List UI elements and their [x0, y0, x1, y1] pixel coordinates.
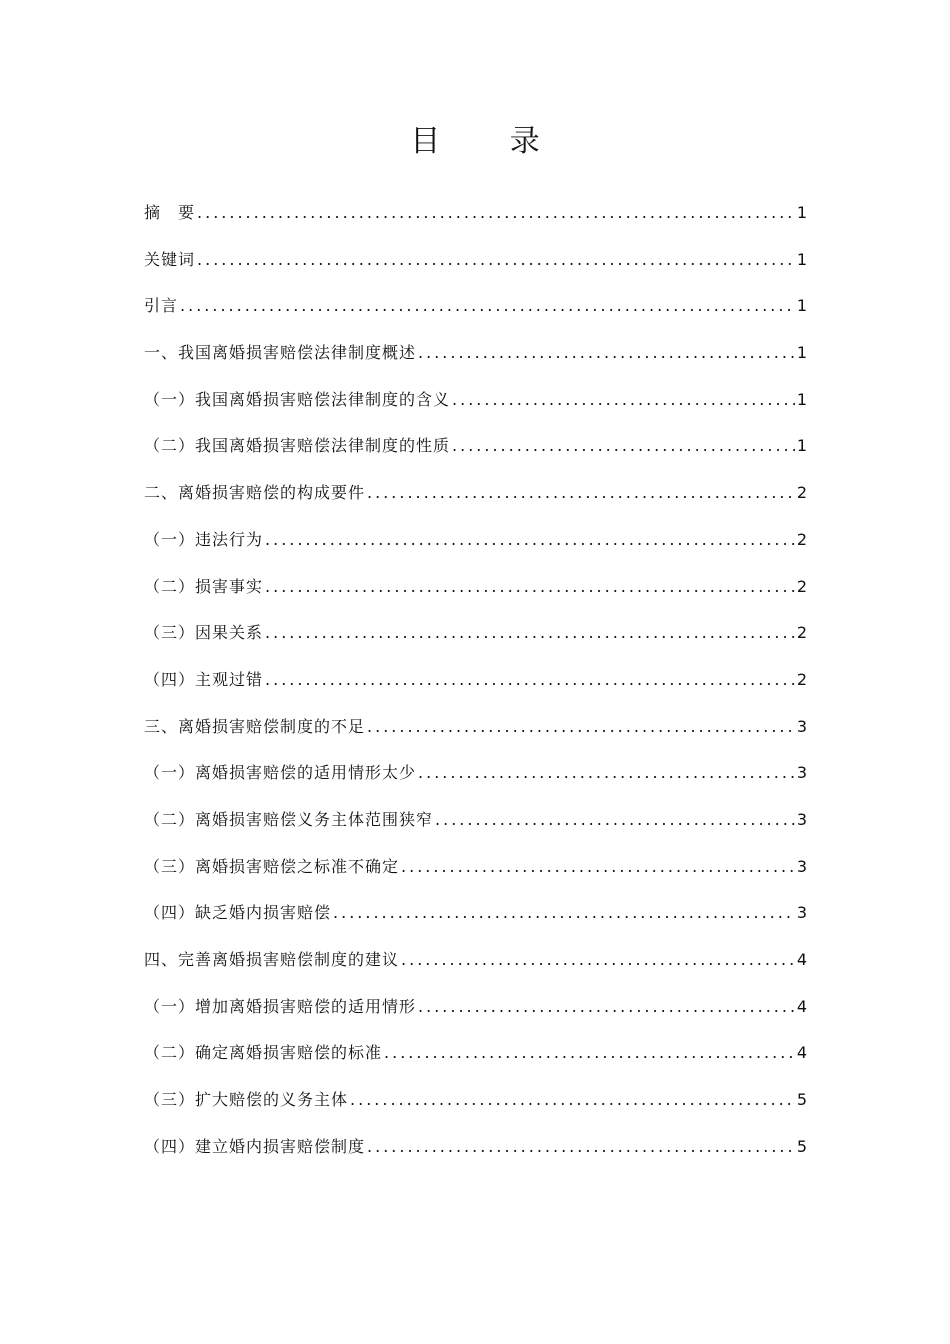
toc-entry-section-3[interactable]	[144, 709, 808, 756]
toc-page-number: 3	[796, 716, 808, 736]
toc-dot-leader	[435, 802, 795, 838]
toc-entry-section-4-2[interactable]	[144, 1035, 808, 1082]
toc-dot-leader	[197, 195, 795, 231]
toc-entry-label: （三）扩大赔偿的义务主体	[144, 1090, 349, 1110]
toc-dot-leader	[333, 895, 795, 931]
toc-entry-section-2-2[interactable]	[144, 569, 808, 616]
toc-page-number: 1	[796, 343, 808, 363]
toc-entry-section-2-3[interactable]	[144, 615, 808, 662]
toc-entry-section-4[interactable]	[144, 942, 808, 989]
toc-page-number: 3	[796, 763, 808, 783]
toc-entry-section-4-4[interactable]	[144, 1129, 808, 1176]
toc-entry-label: （二）我国离婚损害赔偿法律制度的性质	[144, 436, 451, 456]
table-of-contents	[144, 195, 808, 1175]
toc-entry-label: （三）离婚损害赔偿之标准不确定	[144, 856, 400, 876]
toc-dot-leader	[197, 242, 795, 278]
toc-entry-section-3-3[interactable]	[144, 849, 808, 896]
toc-page-number: 2	[796, 623, 808, 643]
toc-entry-section-3-4[interactable]	[144, 895, 808, 942]
toc-dot-leader	[180, 288, 795, 324]
toc-page-number: 4	[796, 996, 808, 1016]
toc-page-number: 1	[796, 436, 808, 456]
toc-entry-label: （四）建立婚内损害赔偿制度	[144, 1136, 366, 1156]
toc-dot-leader	[367, 475, 795, 511]
toc-dot-leader	[265, 662, 795, 698]
toc-dot-leader	[367, 709, 795, 745]
toc-dot-leader	[367, 1129, 795, 1165]
toc-dot-leader	[401, 849, 795, 885]
toc-entry-section-2-4[interactable]	[144, 662, 808, 709]
toc-page-number: 2	[796, 483, 808, 503]
toc-dot-leader	[452, 382, 795, 418]
toc-entry-label: 二、离婚损害赔偿的构成要件	[144, 483, 366, 503]
toc-entry-section-4-1[interactable]	[144, 989, 808, 1036]
toc-page-number: 5	[796, 1136, 808, 1156]
toc-entry-section-1-1[interactable]	[144, 382, 808, 429]
toc-page-number: 1	[796, 389, 808, 409]
toc-page-number: 2	[796, 529, 808, 549]
toc-page-number: 3	[796, 809, 808, 829]
toc-entry-abstract[interactable]	[144, 195, 808, 242]
toc-page-number: 4	[796, 1043, 808, 1063]
toc-dot-leader	[350, 1082, 795, 1118]
toc-entry-label: （三）因果关系	[144, 623, 264, 643]
toc-dot-leader	[452, 428, 795, 464]
toc-entry-label: 四、完善离婚损害赔偿制度的建议	[144, 950, 400, 969]
toc-entry-label: （四）主观过错	[144, 669, 264, 689]
toc-entry-label: （一）我国离婚损害赔偿法律制度的含义	[144, 389, 451, 409]
toc-dot-leader	[265, 615, 795, 651]
toc-entry-label: （四）缺乏婚内损害赔偿	[144, 903, 332, 923]
toc-entry-label: （一）违法行为	[144, 529, 264, 549]
toc-page-number: 1	[796, 296, 808, 316]
toc-entry-section-1[interactable]	[144, 335, 808, 382]
toc-page-number: 3	[796, 856, 808, 876]
toc-page-number: 2	[796, 576, 808, 596]
toc-dot-leader	[401, 942, 795, 978]
toc-dot-leader	[384, 1035, 795, 1071]
toc-dot-leader	[265, 569, 795, 605]
toc-page-number: 3	[796, 903, 808, 923]
toc-page-number: 2	[796, 669, 808, 689]
toc-page-number: 1	[796, 249, 808, 269]
toc-entry-label: （二）损害事实	[144, 576, 264, 596]
toc-dot-leader	[418, 335, 795, 371]
toc-entry-label: 一、我国离婚损害赔偿法律制度概述	[144, 343, 417, 363]
toc-entry-section-3-1[interactable]	[144, 755, 808, 802]
toc-entry-label: （一）增加离婚损害赔偿的适用情形	[144, 996, 417, 1016]
toc-entry-section-2[interactable]	[144, 475, 808, 522]
toc-entry-section-2-1[interactable]	[144, 522, 808, 569]
toc-entry-label: 关键词	[144, 249, 196, 269]
toc-page-number: 1	[796, 203, 808, 222]
toc-entry-keywords[interactable]	[144, 242, 808, 289]
toc-entry-label: （一）离婚损害赔偿的适用情形太少	[144, 763, 417, 783]
toc-entry-introduction[interactable]	[144, 288, 808, 335]
toc-dot-leader	[418, 989, 795, 1025]
page-title: 目 录	[410, 124, 570, 159]
toc-entry-label: 三、离婚损害赔偿制度的不足	[144, 716, 366, 736]
toc-entry-section-3-2[interactable]	[144, 802, 808, 849]
toc-page-number: 4	[796, 950, 808, 969]
toc-entry-label: 摘 要	[144, 203, 196, 222]
toc-entry-label: 引言	[144, 296, 179, 316]
toc-entry-label: （二）离婚损害赔偿义务主体范围狭窄	[144, 809, 434, 829]
toc-entry-section-4-3[interactable]	[144, 1082, 808, 1129]
toc-dot-leader	[265, 522, 795, 558]
toc-dot-leader	[418, 755, 795, 791]
toc-entry-label: （二）确定离婚损害赔偿的标准	[144, 1043, 383, 1063]
toc-entry-section-1-2[interactable]	[144, 428, 808, 475]
toc-page-number: 5	[796, 1090, 808, 1110]
